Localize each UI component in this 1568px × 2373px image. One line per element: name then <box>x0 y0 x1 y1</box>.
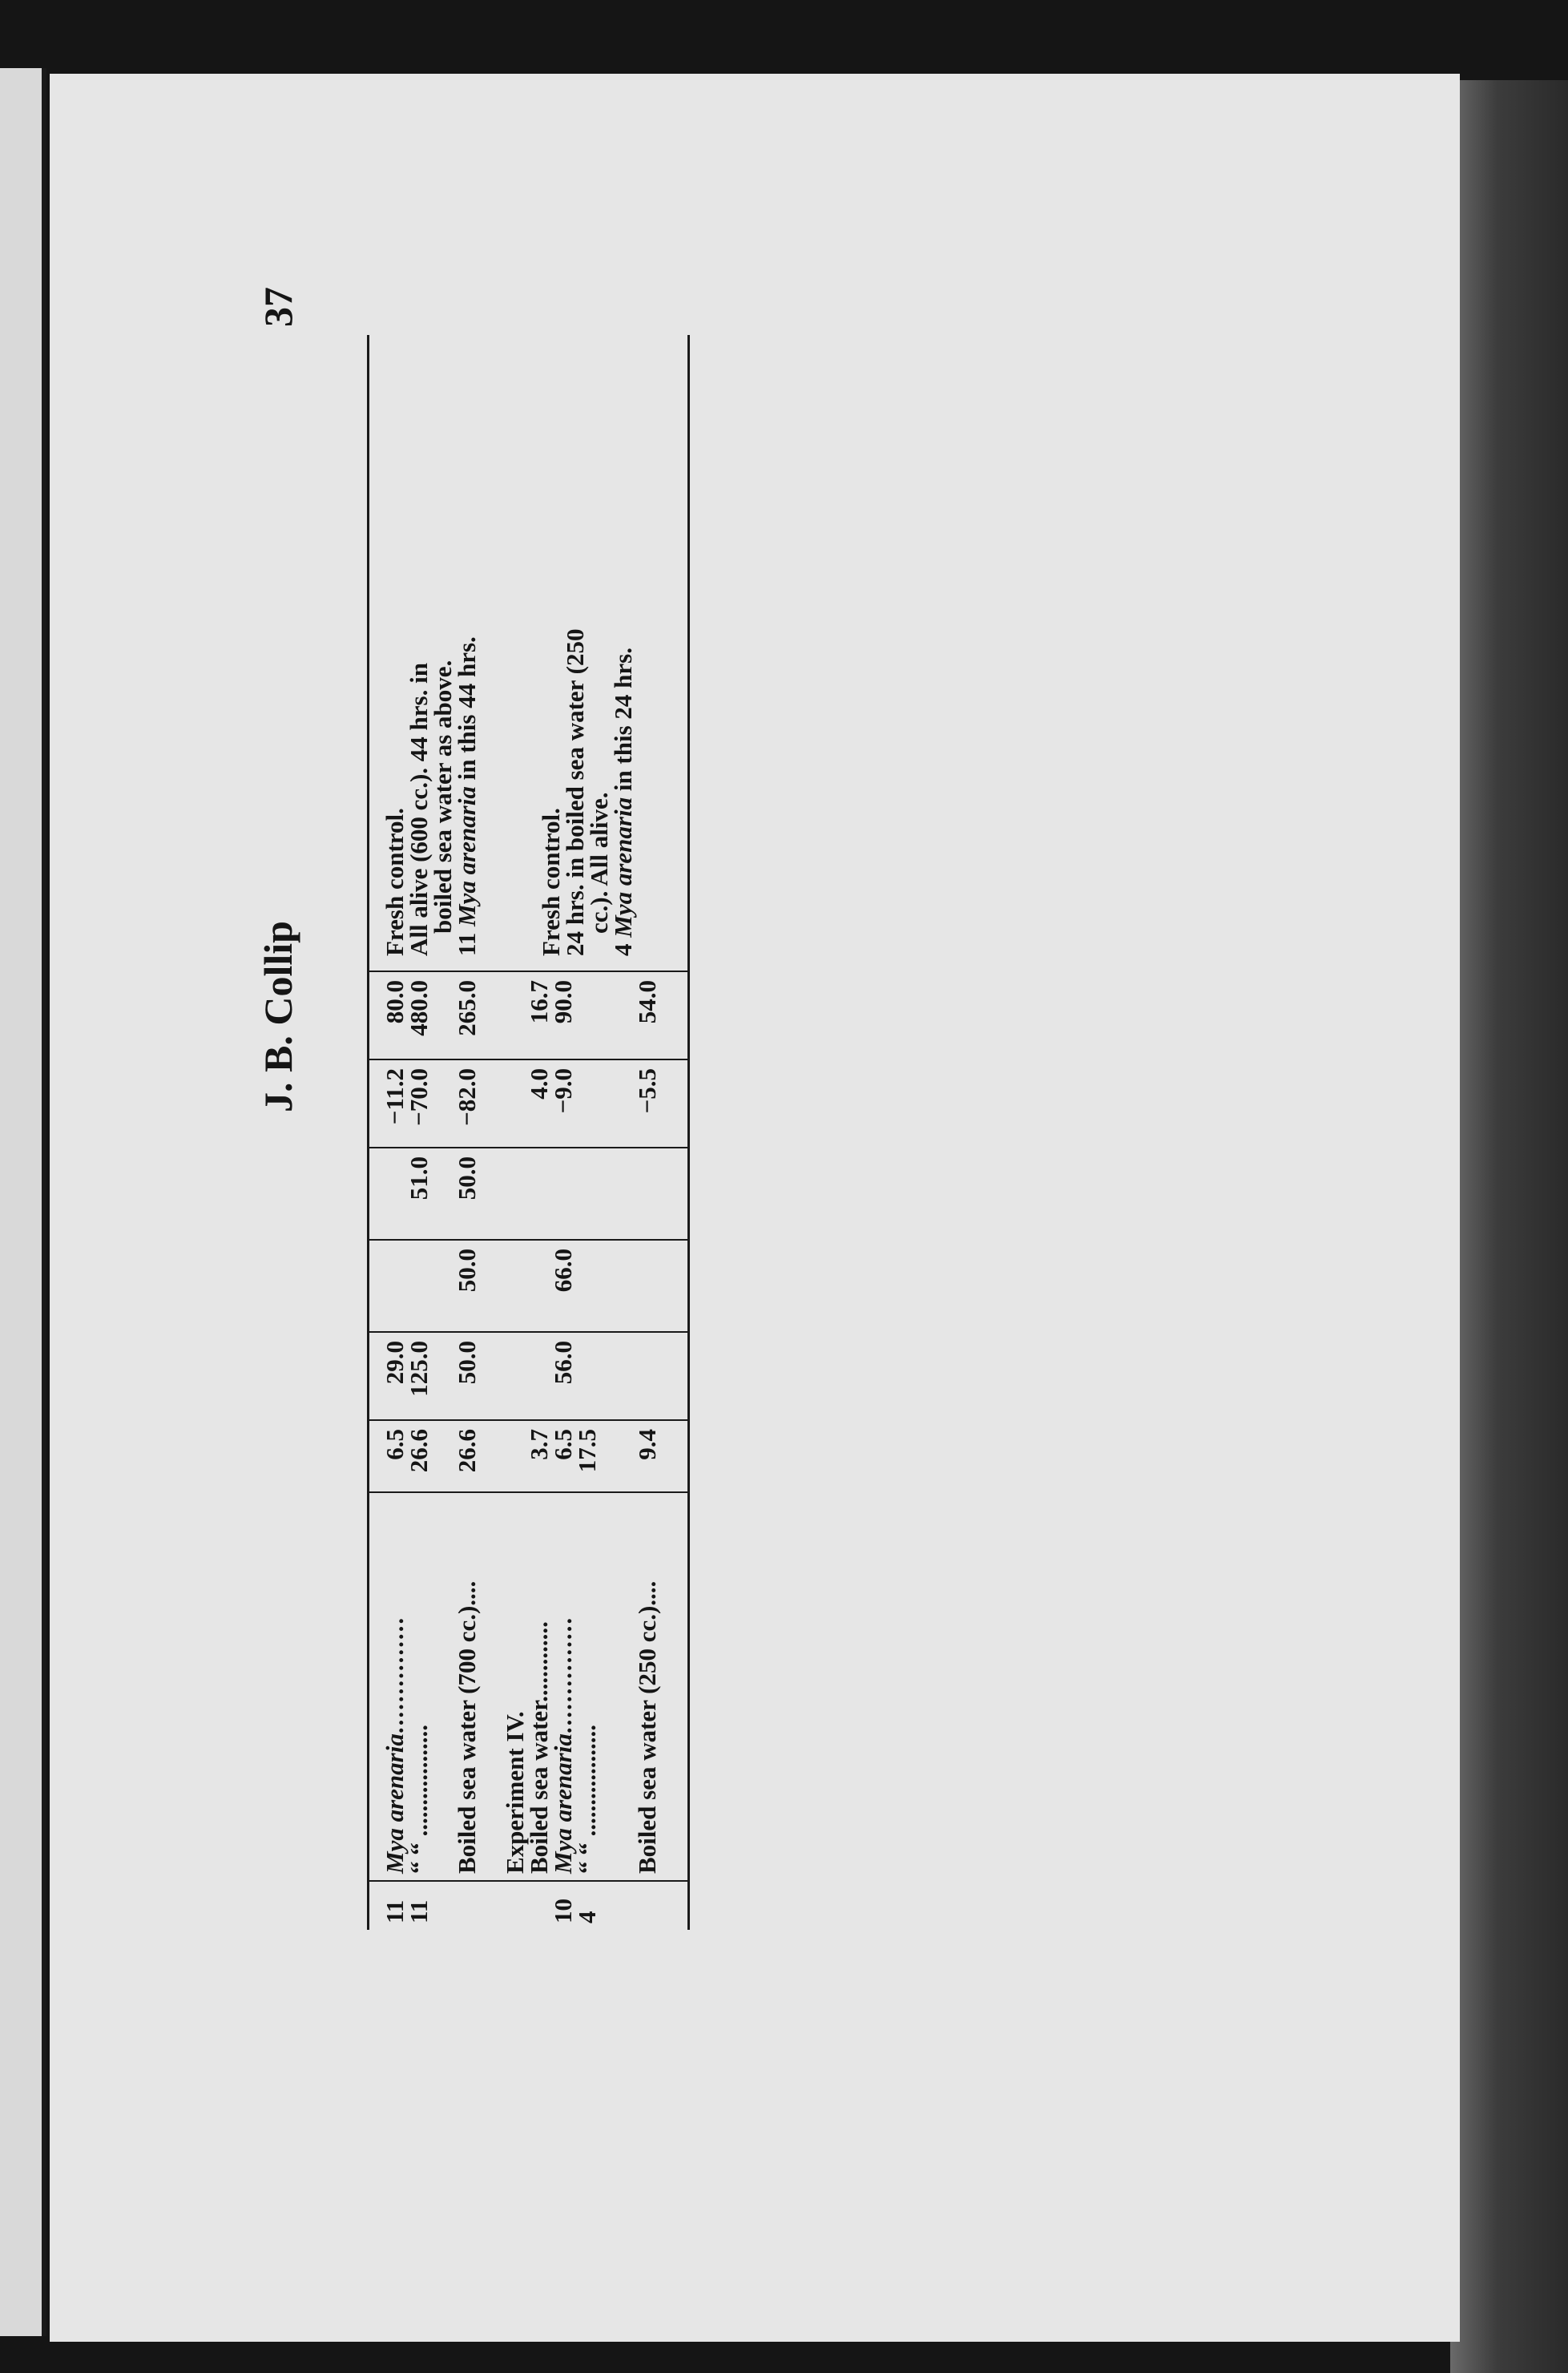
remark-prefix: 4 <box>609 937 637 956</box>
remark-suffix: in this 24 hrs. <box>609 648 637 797</box>
remark-line: All alive (600 cc.). 44 hrs. in <box>405 663 433 956</box>
value-cell: −9.0 <box>549 1068 577 1114</box>
column-divider <box>367 1059 687 1060</box>
value-cell: 265.0 <box>453 980 481 1036</box>
value-cell: 3.7 <box>525 1429 553 1460</box>
table-bottom-rule <box>687 335 690 1930</box>
scan-right-edge <box>1450 80 1568 2373</box>
row-label: Boiled sea water............. <box>525 1621 553 1874</box>
value-cell: 9.4 <box>633 1429 661 1460</box>
column-divider <box>367 1419 687 1421</box>
species-name: Mya arenaria <box>609 797 637 938</box>
remark-line: Fresh control. <box>381 808 409 956</box>
remark-line: 24 hrs. in boiled sea water (250 <box>561 628 589 956</box>
column-divider <box>367 1147 687 1148</box>
column-divider <box>367 1239 687 1241</box>
row-label: “ “ .................. <box>405 1725 433 1874</box>
value-cell: 56.0 <box>549 1341 577 1385</box>
remark-line <box>455 339 479 956</box>
value-cell: 80.0 <box>381 980 409 1024</box>
value-cell: 4.0 <box>525 1068 553 1100</box>
row-label <box>551 1497 575 1874</box>
remarks-experiment-iv <box>539 339 635 956</box>
value-cell: 26.6 <box>405 1429 433 1473</box>
leader-dots: ............... <box>381 1616 409 1734</box>
column-divider <box>367 1880 687 1882</box>
experiment-heading: Experiment IV. <box>501 1711 529 1874</box>
value-cell: 54.0 <box>633 980 661 1024</box>
remark-suffix: in this 44 hrs. <box>453 636 481 787</box>
value-cell: 17.5 <box>573 1429 601 1473</box>
row-label: “ “ .................. <box>573 1725 601 1874</box>
value-cell: 50.0 <box>453 1341 481 1385</box>
row-label: Boiled sea water (250 cc.).... <box>633 1580 661 1874</box>
value-cell: 26.6 <box>453 1429 481 1473</box>
remark-line: boiled sea water as above. <box>429 660 457 934</box>
value-cell: −5.5 <box>633 1068 661 1114</box>
remark-line: cc.). All alive. <box>585 792 613 934</box>
column-divider <box>367 1331 687 1333</box>
row-label: Boiled sea water (700 cc.).... <box>453 1580 481 1874</box>
value-cell: 16.7 <box>525 980 553 1024</box>
value-cell: 50.0 <box>453 1156 481 1201</box>
column-divider <box>367 971 687 972</box>
rotated-page-content <box>239 287 1304 1986</box>
value-cell: −11.2 <box>381 1068 409 1125</box>
running-head <box>239 287 335 1986</box>
value-cell: 51.0 <box>405 1156 433 1201</box>
page-number: 37 <box>256 287 300 327</box>
value-cell: 6.5 <box>381 1429 409 1460</box>
value-cell: 6.5 <box>549 1429 577 1460</box>
leader-dots: ............... <box>549 1616 577 1734</box>
remark-line <box>611 339 635 956</box>
value-cell: 50.0 <box>453 1249 481 1293</box>
data-table <box>367 335 703 1930</box>
value-cell: 90.0 <box>549 980 577 1024</box>
column-divider <box>367 1491 687 1493</box>
row-label <box>383 1497 407 1874</box>
value-cell: 66.0 <box>549 1249 577 1293</box>
row-count: 10 <box>549 1899 577 1923</box>
species-name: Mya arenaria <box>381 1733 409 1874</box>
table-top-rule <box>367 335 369 1930</box>
row-count: 11 <box>381 1899 409 1923</box>
previous-page-strip <box>0 68 46 2336</box>
value-cell: 125.0 <box>405 1341 433 1397</box>
remarks-experiment-iii <box>383 339 479 956</box>
value-cell: −70.0 <box>405 1068 433 1126</box>
row-count: 11 <box>405 1899 433 1923</box>
row-count: 4 <box>573 1911 601 1923</box>
value-cell: 480.0 <box>405 980 433 1036</box>
value-cell: −82.0 <box>453 1068 481 1126</box>
value-cell: 29.0 <box>381 1341 409 1385</box>
remark-prefix: 11 <box>453 926 481 956</box>
species-name: Mya arenaria <box>453 786 481 926</box>
remark-line: Fresh control. <box>537 808 565 956</box>
author-name: J. B. Collip <box>256 921 300 1112</box>
species-name: Mya arenaria <box>549 1733 577 1874</box>
